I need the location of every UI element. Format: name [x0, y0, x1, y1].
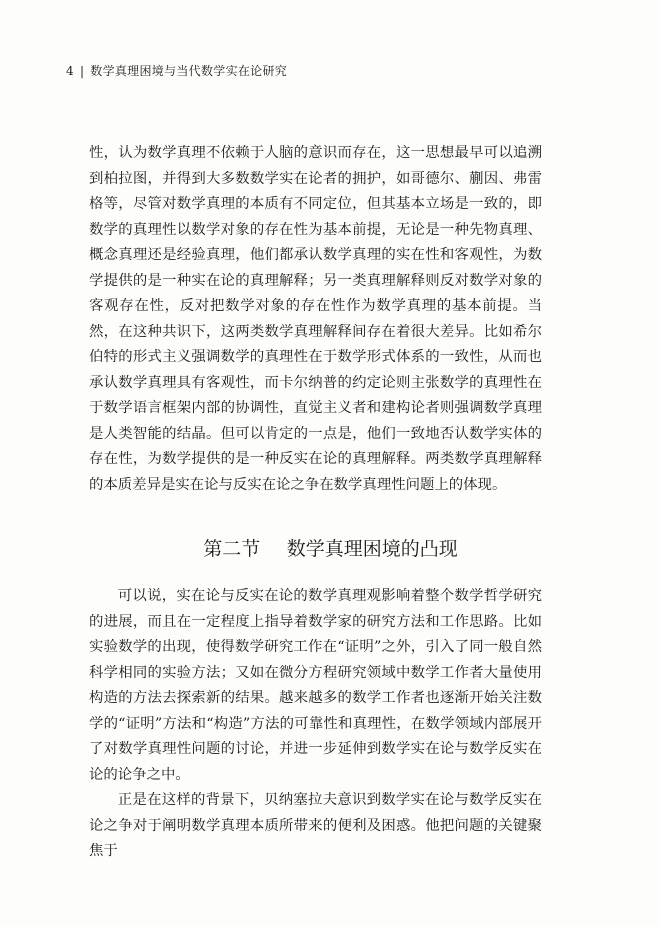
book-title: 数学真理困境与当代数学实在论研究	[90, 64, 288, 78]
page-number: 4	[66, 64, 74, 78]
running-header	[66, 63, 287, 79]
section-title-text: 数学真理困境的凸现	[286, 538, 458, 560]
body-text-bottom	[89, 584, 542, 865]
paragraph: 可以说，实在论与反实在论的数学真理观影响着整个数学哲学研究的进展，而且在一定程度上指导着数学家的研究方法和工作思路。比如实验数学的出现，使得数学研究工作在“证明”之外，引入了同一般自然科学相同的实验方法；又如在微分方程研究领域中数学工作者大量使用构造的方法去探索新的结果。越来越多的数学工作者也逐渐开始关注数学的“证明”方法和“构造”方法的可靠性和真理性，在数学领域内部展开了对数学真理性问题的讨论，并进一步延伸到数学实在论与数学反实在论的论争之中。	[89, 588, 542, 783]
body-text-top	[89, 141, 542, 498]
header-separator: |	[79, 64, 85, 78]
paragraph-continued: 性，认为数学真理不依赖于人脑的意识而存在，这一思想最早可以追溯到柏拉图，并得到大多数数学实在论者的拥护，如哥德尔、蒯因、弗雷格等，尽管对数学真理的本质有不同定位，但其基本立场是一致的，即数学的真理性以数学对象的存在性为基本前提，无论是一种先物真理、概念真理还是经验真理，他们都承认数学真理的实在性和客观性，为数学提供的是一种实在论的真理解释；另一类真理解释则反对数学对象的客观存在性，反对把数学对象的存在性作为数学真理的基本前提。当然，在这种共识下，这两类数学真理解释间存在着很大差异。比如希尔伯特的形式主义强调数学的真理性在于数学形式体系的一致性，从而也承认数学真理具有客观性，而卡尔纳普的约定论则主张数学的真理性在于数学语言框架内部的协调性，直觉主义者和建构论者则强调数学真理是人类智能的结晶。但可以肯定的一点是，他们一致地否认数学实体的存在性，为数学提供的是一种反实在论的真理解释。两类数学真理解释的本质差异是实在论与反实在论之争在数学真理性问题上的体现。	[89, 145, 542, 493]
section-heading	[0, 536, 661, 562]
section-number: 第二节	[203, 538, 261, 560]
paragraph: 正是在这样的背景下，贝纳塞拉夫意识到数学实在论与数学反实在论之争对于阐明数学真理本质所带来的便利及困惑。他把问题的关键聚焦于	[89, 792, 542, 859]
